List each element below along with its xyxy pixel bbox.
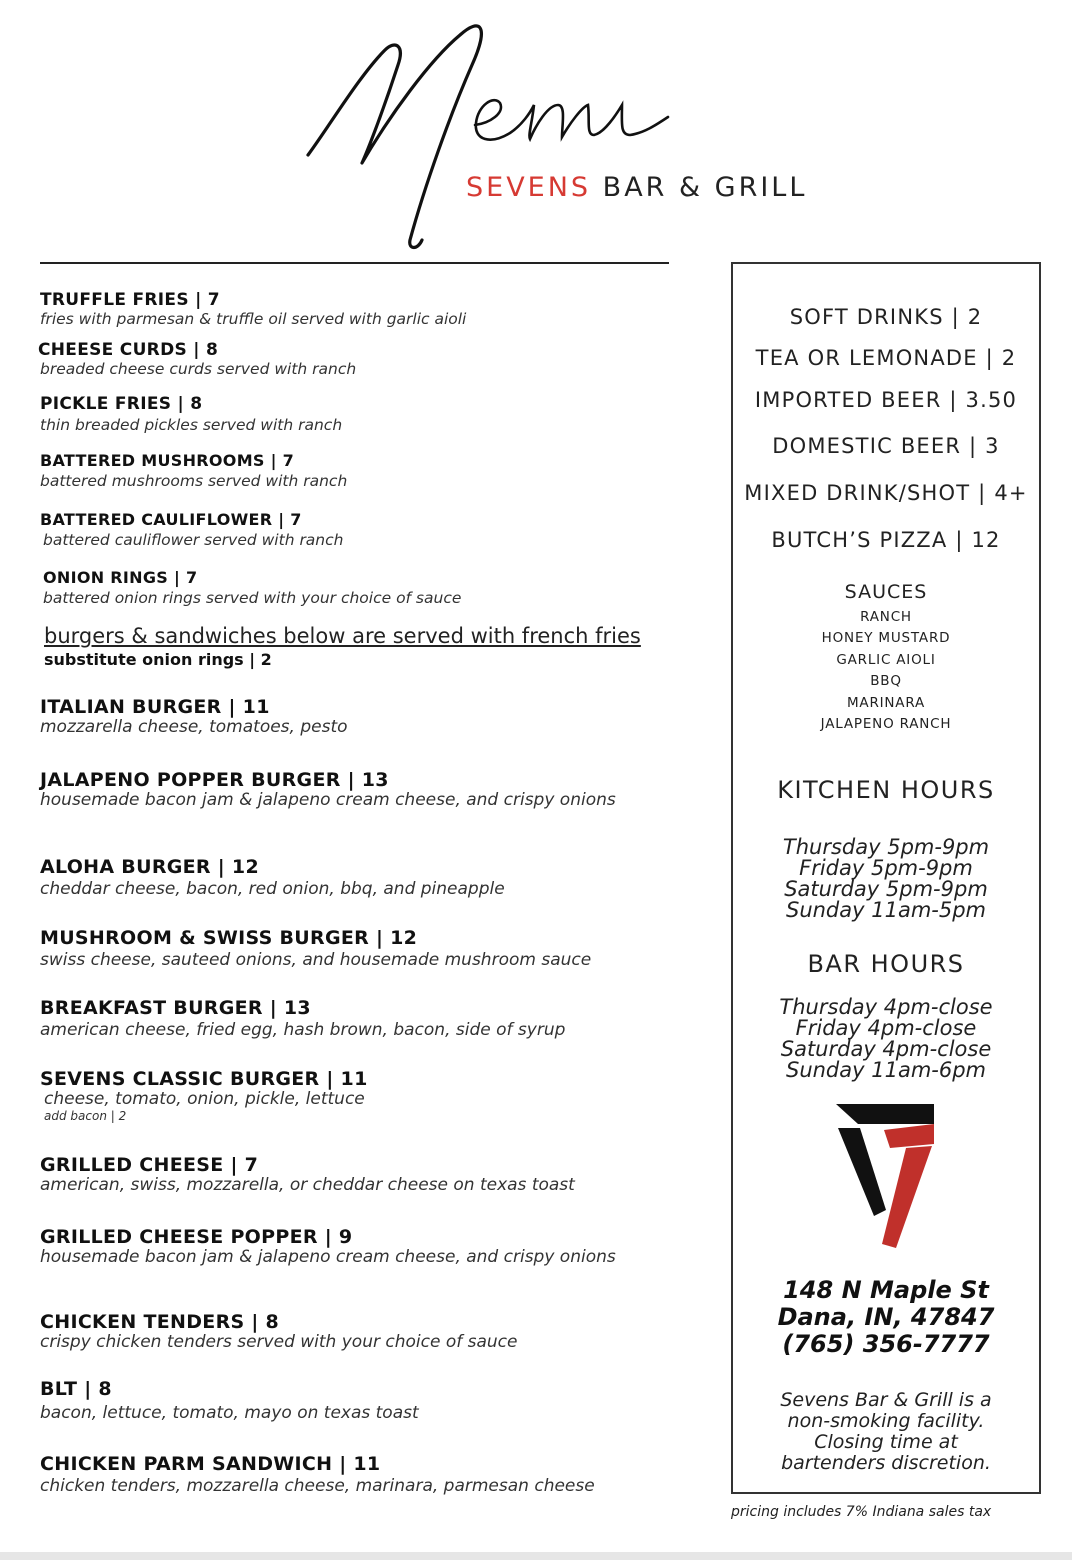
item-desc: cheddar cheese, bacon, red onion, bbq, and pineapple — [40, 879, 505, 899]
sauce-item: BBQ — [870, 673, 902, 689]
menu-item — [40, 696, 640, 737]
item-desc: american cheese, fried egg, hash brown, bacon, side of syrup — [40, 1020, 566, 1040]
item-name: CHICKEN TENDERS | 8 — [40, 1311, 280, 1333]
menu-item — [40, 856, 640, 899]
phone-number: (765) 356-7777 — [782, 1330, 990, 1358]
menu-item — [40, 1226, 625, 1267]
drink-item: MIXED DRINK/SHOT | 4+ — [744, 481, 1028, 505]
address-street: 148 N Maple St — [783, 1276, 989, 1304]
drink-item: SOFT DRINKS | 2 — [789, 305, 983, 329]
item-name: ONION RINGS | 7 — [43, 568, 198, 587]
menu-item — [40, 510, 643, 549]
item-desc: battered mushrooms served with ranch — [40, 472, 348, 490]
hours-line: Sunday 11am-5pm — [785, 898, 987, 922]
item-name: CHICKEN PARM SANDWICH | 11 — [40, 1453, 381, 1475]
drink-item: BUTCH’S PIZZA | 12 — [771, 528, 1001, 552]
menu-item — [40, 769, 625, 810]
policy-line: bartenders discretion. — [781, 1452, 991, 1474]
item-desc: bacon, lettuce, tomato, mayo on texas toast — [40, 1403, 419, 1423]
menu-item — [40, 927, 640, 970]
menu-item — [43, 568, 643, 607]
item-name: BLT | 8 — [40, 1378, 112, 1400]
menu-item — [40, 997, 640, 1040]
drink-item: DOMESTIC BEER | 3 — [772, 434, 1000, 458]
menu-item — [40, 1453, 600, 1496]
hours-line: Sunday 11am-6pm — [785, 1058, 987, 1082]
menu-item — [40, 394, 640, 434]
fries-notice — [44, 624, 641, 669]
sauces-heading: SAUCES — [844, 581, 928, 603]
restaurant-name — [466, 172, 807, 203]
header-divider — [40, 262, 669, 264]
policy-line: Sevens Bar & Grill is a — [780, 1389, 992, 1411]
substitute-note: substitute onion rings | 2 — [44, 650, 272, 669]
sauce-item: RANCH — [860, 609, 912, 625]
item-name: MUSHROOM & SWISS BURGER | 12 — [40, 927, 418, 949]
brand-suffix: BAR & GRILL — [602, 172, 808, 203]
item-name: BREAKFAST BURGER | 13 — [40, 997, 311, 1019]
item-name: CHEESE CURDS | 8 — [38, 340, 219, 360]
sauce-item: GARLIC AIOLI — [836, 652, 936, 668]
item-name: BATTERED CAULIFLOWER | 7 — [40, 510, 302, 529]
notice-line: burgers & sandwiches below are served with french fries — [44, 624, 641, 648]
item-desc: housemade bacon jam & jalapeno cream cheese, and crispy onions — [40, 790, 616, 810]
policy-line: non-smoking facility. — [787, 1410, 985, 1432]
logo-black-bar — [836, 1104, 934, 1124]
sevens-logo — [830, 1098, 940, 1250]
item-desc: breaded cheese curds served with ranch — [40, 360, 357, 378]
item-name: GRILLED CHEESE | 7 — [40, 1154, 259, 1176]
menu-item — [38, 340, 640, 378]
item-desc: battered cauliflower served with ranch — [43, 531, 344, 549]
menu-item — [40, 290, 640, 328]
drink-item: TEA OR LEMONADE | 2 — [755, 346, 1017, 370]
menu-item — [40, 1311, 640, 1352]
kitchen-hours-heading: KITCHEN HOURS — [777, 776, 995, 804]
item-name: ALOHA BURGER | 12 — [40, 856, 259, 878]
hours-line: Thursday 4pm-close — [779, 995, 993, 1019]
drink-item: IMPORTED BEER | 3.50 — [754, 388, 1018, 412]
hours-line: Friday 5pm-9pm — [799, 856, 973, 880]
menu-item — [40, 451, 640, 490]
hours-line: Thursday 5pm-9pm — [782, 835, 990, 859]
hours-line: Saturday 5pm-9pm — [784, 877, 988, 901]
item-name: JALAPENO POPPER BURGER | 13 — [40, 769, 389, 791]
item-name: TRUFFLE FRIES | 7 — [40, 290, 220, 310]
logo-red-bar — [884, 1124, 934, 1148]
item-desc: chicken tenders, mozzarella cheese, marinara, parmesan cheese — [40, 1476, 595, 1496]
sauce-item: MARINARA — [846, 695, 926, 711]
item-desc: american, swiss, mozzarella, or cheddar cheese on texas toast — [40, 1175, 575, 1195]
item-desc: swiss cheese, sauteed onions, and housemade mushroom sauce — [40, 950, 592, 970]
page-bottom-edge — [0, 1552, 1072, 1560]
menu-item — [40, 1154, 640, 1195]
item-desc: thin breaded pickles served with ranch — [40, 416, 343, 434]
item-desc: battered onion rings served with your choice of sauce — [43, 589, 462, 607]
item-desc: housemade bacon jam & jalapeno cream cheese, and crispy onions — [40, 1247, 616, 1267]
logo-black-stroke — [838, 1128, 886, 1216]
policy-line: Closing time at — [814, 1431, 958, 1453]
menu-item — [40, 1378, 640, 1423]
item-desc: crispy chicken tenders served with your choice of sauce — [40, 1332, 518, 1352]
item-name: GRILLED CHEESE POPPER | 9 — [40, 1226, 353, 1248]
sauce-item: JALAPENO RANCH — [820, 716, 952, 732]
item-desc: fries with parmesan & truffle oil served with garlic aioli — [40, 310, 467, 328]
tax-note: pricing includes 7% Indiana sales tax — [731, 1504, 992, 1520]
menu-script-title — [300, 5, 680, 255]
item-name: ITALIAN BURGER | 11 — [40, 696, 270, 718]
bar-hours-heading: BAR HOURS — [807, 950, 965, 978]
hours-line: Friday 4pm-close — [795, 1016, 977, 1040]
brand-name: SEVENS — [466, 172, 592, 203]
item-name: BATTERED MUSHROOMS | 7 — [40, 451, 295, 470]
hours-line: Saturday 4pm-close — [780, 1037, 992, 1061]
item-desc: mozzarella cheese, tomatoes, pesto — [40, 717, 348, 737]
logo-red-stroke — [882, 1146, 932, 1248]
item-name: SEVENS CLASSIC BURGER | 11 — [40, 1068, 368, 1090]
menu-item — [40, 1068, 644, 1123]
sauce-item: HONEY MUSTARD — [821, 630, 951, 646]
item-name: PICKLE FRIES | 8 — [40, 394, 203, 414]
addon-note: add bacon | 2 — [44, 1109, 127, 1123]
address-city: Dana, IN, 47847 — [777, 1303, 995, 1331]
item-desc: cheese, tomato, onion, pickle, lettuce — [44, 1089, 365, 1109]
